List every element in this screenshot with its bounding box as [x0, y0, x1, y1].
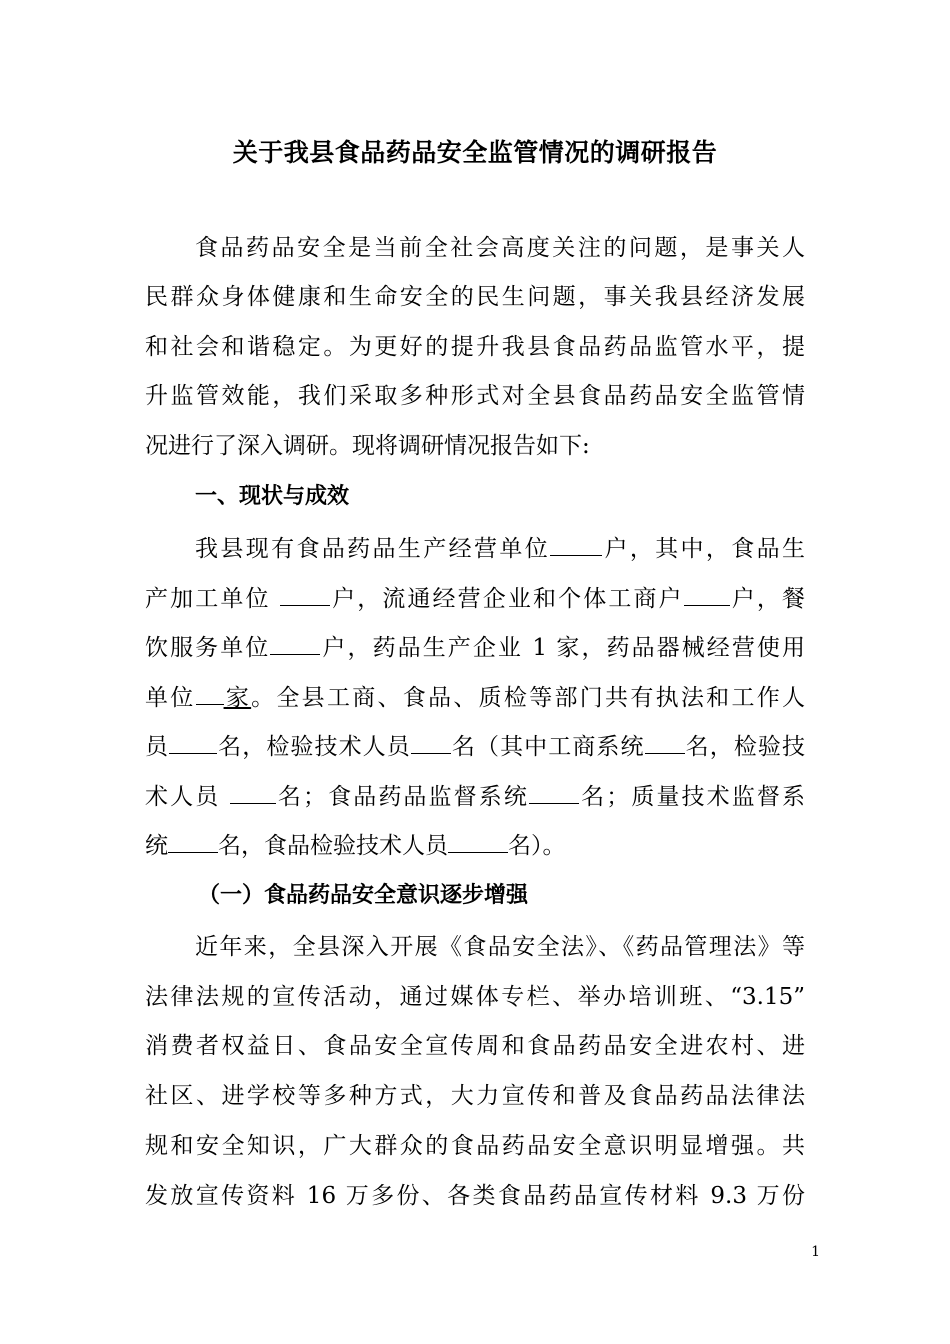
intro-line-3: 和社会和谐稳定。为更好的提升我县食品药品监管水平，提	[145, 334, 805, 360]
fill-blank	[550, 533, 602, 556]
subsection1-line-3: 消费者权益日、食品安全宣传周和食品药品安全进农村、进	[145, 1033, 805, 1059]
text-segment: 名）。	[508, 833, 566, 859]
section1-line-1	[195, 533, 805, 563]
section1-line-6	[145, 781, 805, 811]
subsection1-line-4: 社区、进学校等多种方式，大力宣传和普及食品药品法律法	[145, 1083, 805, 1109]
fill-blank	[448, 830, 508, 853]
section1-line-5	[145, 731, 805, 761]
fill-blank	[280, 583, 330, 606]
subsection1-line-6: 发放宣传资料 16 万多份、各类食品药品宣传材料 9.3 万份	[145, 1183, 805, 1209]
section-heading-status: 一、现状与成效	[195, 484, 350, 509]
text-segment: 术人员	[145, 784, 230, 810]
text-segment: 户，流通经营企业和个体工商户	[329, 586, 684, 612]
text-segment: 名；质量技术监督系	[579, 784, 806, 810]
fill-blank	[196, 682, 224, 705]
fill-blank	[230, 781, 276, 804]
page-number: 1	[811, 1244, 820, 1260]
text-segment: 我县现有食品药品生产经营单位	[195, 536, 551, 562]
text-segment: 。全县工商、食品、质检等部门共有执法和工作人	[251, 685, 806, 711]
text-segment: 名，食品检验技术人员	[218, 833, 448, 859]
section1-line-3	[145, 632, 805, 662]
fill-blank	[270, 632, 320, 655]
text-segment: 饮服务单位	[145, 635, 271, 661]
fill-blank	[684, 583, 730, 606]
intro-line-2: 民群众身体健康和生命安全的民生问题，事关我县经济发展	[145, 284, 805, 310]
subsection1-line-2: 法律法规的宣传活动，通过媒体专栏、举办培训班、“3.15”	[145, 984, 805, 1010]
subsection-heading-awareness: （一）食品药品安全意识逐步增强	[198, 883, 529, 908]
subsection1-line-5: 规和安全知识，广大群众的食品药品安全意识明显增强。共	[145, 1133, 805, 1159]
text-segment: 户，其中，食品生	[602, 536, 806, 562]
text-segment: 单位	[145, 685, 196, 711]
text-segment: 名；食品药品监督系统	[275, 784, 529, 810]
text-segment: 统	[145, 833, 168, 859]
text-segment: 产加工单位	[145, 586, 280, 612]
fill-blank	[645, 731, 685, 754]
fill-blank	[411, 731, 451, 754]
text-segment: 员	[145, 734, 170, 760]
text-segment: 名，检验技术人员	[217, 734, 411, 760]
intro-line-5: 况进行了深入调研。现将调研情况报告如下:	[145, 433, 590, 459]
text-segment: 名，检验技	[684, 734, 806, 760]
text-segment: 名（其中工商系统	[450, 734, 645, 760]
fill-blank	[169, 731, 217, 754]
document-title: 关于我县食品药品安全监管情况的调研报告	[232, 138, 718, 167]
section1-line-2	[145, 583, 805, 613]
section1-line-4	[145, 682, 805, 712]
fill-blank	[168, 830, 218, 853]
subsection1-line-1: 近年来，全县深入开展《食品安全法》、《药品管理法》等	[195, 934, 805, 960]
section1-line-7	[145, 830, 805, 860]
fill-blank	[529, 781, 579, 804]
text-segment: 户，药品生产企业 1 家，药品器械经营使用	[320, 635, 806, 661]
intro-line-1: 食品药品安全是当前全社会高度关注的问题，是事关人	[195, 235, 805, 261]
intro-line-4: 升监管效能，我们采取多种形式对全县食品药品安全监管情	[145, 383, 805, 409]
text-segment: 户，餐	[729, 586, 806, 612]
underlined-unit: 家	[223, 685, 252, 711]
